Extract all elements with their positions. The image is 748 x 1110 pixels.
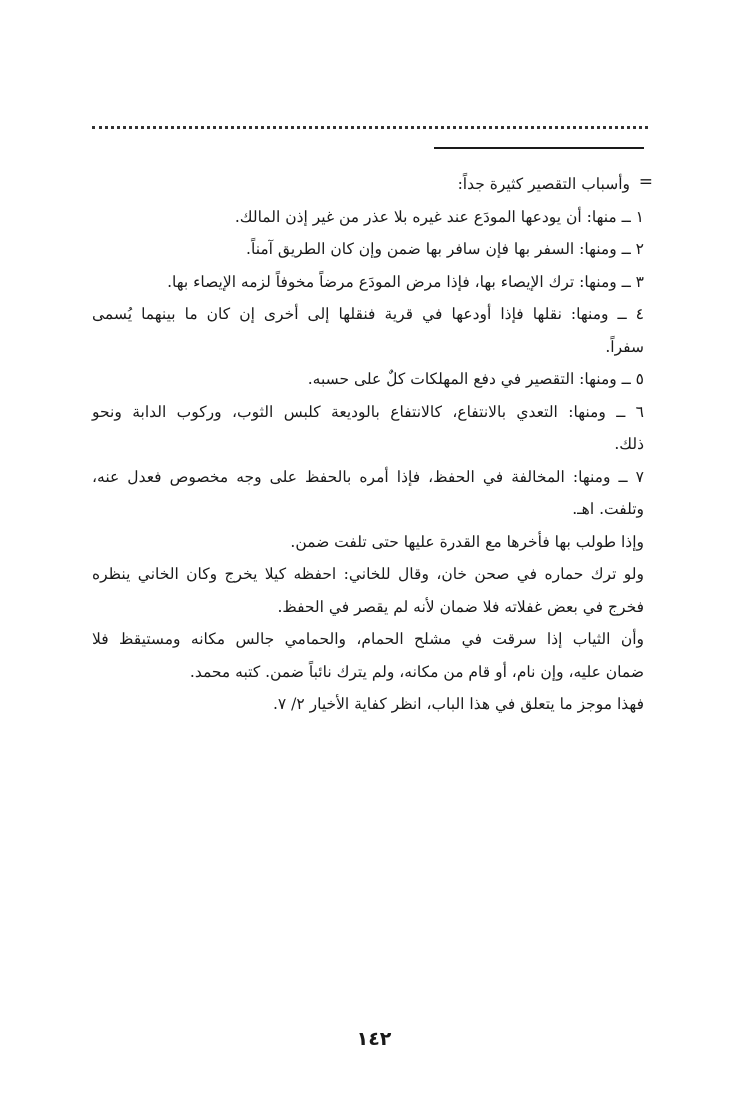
footnote-block	[92, 168, 644, 721]
footnote-line: ٣ ــ ومنها: ترك الإيصاء بها، فإذا مرض المودَع مرضاً مخوفاً لزمه الإيصاء بها.	[167, 272, 644, 291]
footnote-line: ذلك.	[614, 435, 644, 453]
footnote-line: ٦ ــ ومنها: التعدي بالانتفاع، كالانتفاع بالوديعة كلبس الثوب، وركوب الدابة ونحو	[92, 402, 644, 421]
footnote-continuation-mark: =	[638, 172, 653, 192]
footnote-line: ١ ــ منها: أن يودعها المودَع عند غيره بلا عذر من غير إذن المالك.	[234, 207, 644, 226]
footnote-line: ٤ ــ ومنها: نقلها فإذا أودعها في قرية فنقلها إلى أخرى إن كان ما بينهما يُسمى	[92, 305, 644, 323]
footnote-line: فهذا موجز ما يتعلق في هذا الباب، انظر كفاية الأخيار ٢/ ٧.	[272, 695, 644, 713]
footnote-line: فخرج في بعض غفلاته فلا ضمان لأنه لم يقصر في الحفظ.	[277, 597, 644, 616]
footnote-line: ٢ ــ ومنها: السفر بها فإن سافر بها ضمن وإن كان الطريق آمناً.	[246, 240, 644, 258]
footnote-line: وأن الثياب إذا سرقت في مشلح الحمام، والحمامي جالس مكانه ومستيقظ فلا	[92, 630, 644, 648]
footnote-line: سفراً.	[605, 337, 644, 356]
page-number: ١٤٢	[356, 1028, 392, 1050]
footnote-line: ضمان عليه، وإن نام، أو قام من مكانه، ولم يترك نائباً ضمن. كتبه محمد.	[189, 662, 644, 681]
footnote-line: وأسباب التقصير كثيرة جداً:	[457, 175, 630, 193]
footnote-line: وتلفت. اهـ.	[572, 500, 644, 518]
footnote-line: ٧ ــ ومنها: المخالفة في الحفظ، فإذا أمره بالحفظ على وجه مخصوص فعدل عنه،	[92, 467, 644, 486]
footnote-line: ٥ ــ ومنها: التقصير في دفع المهلكات كلٌ على حسبه.	[307, 370, 644, 388]
footnote-rule	[434, 147, 644, 149]
dotted-separator	[92, 126, 648, 129]
footnote-line: وإذا طولب بها فأخرها مع القدرة عليها حتى تلفت ضمن.	[290, 532, 644, 551]
footnote-line: ولو ترك حماره في صحن خان، وقال للخاني: احفظه كيلا يخرج وكان الخاني ينظره	[92, 565, 644, 583]
